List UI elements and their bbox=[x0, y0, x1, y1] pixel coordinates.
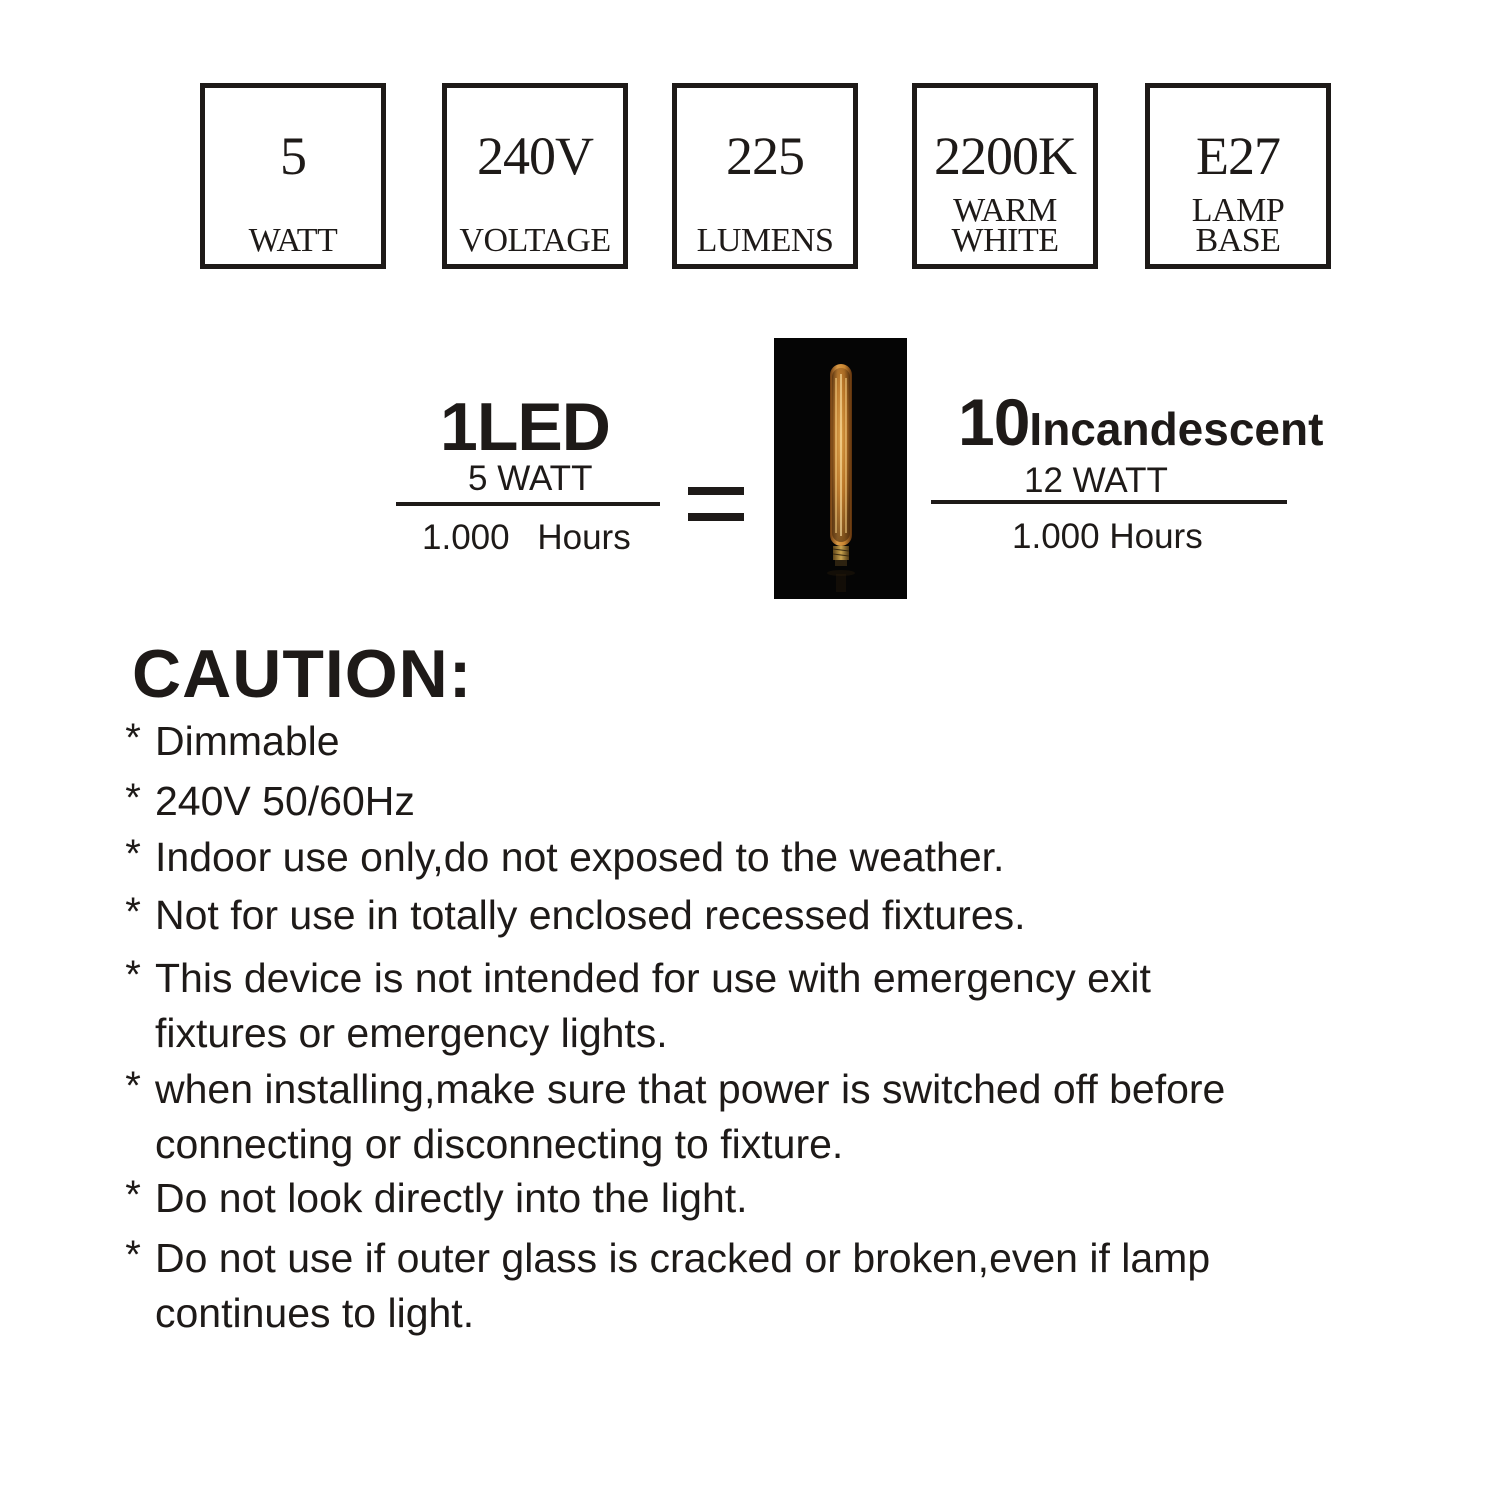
bullet-star: * bbox=[125, 953, 141, 997]
led-count: 1 bbox=[440, 389, 477, 465]
bullet-star: * bbox=[125, 1064, 141, 1108]
led-fraction-line bbox=[396, 502, 660, 506]
equals-bar-top bbox=[688, 487, 744, 495]
spec-value: 225 bbox=[726, 126, 804, 186]
bulb-photo bbox=[774, 338, 907, 599]
spec-label: WARM WHITE bbox=[951, 192, 1059, 259]
caution-title: CAUTION: bbox=[132, 636, 473, 712]
spec-label: LUMENS bbox=[696, 222, 834, 259]
spec-value: 240V bbox=[477, 126, 593, 186]
led-hours bbox=[422, 518, 631, 558]
spec-box-voltage bbox=[442, 83, 628, 269]
incandescent-type: Incandescent bbox=[1029, 403, 1324, 455]
bullet-star: * bbox=[125, 832, 141, 876]
spec-box-watt bbox=[200, 83, 386, 269]
spec-box-lamp-base bbox=[1145, 83, 1331, 269]
incandescent-count: 10 bbox=[958, 385, 1030, 459]
spec-label: LAMP BASE bbox=[1191, 192, 1285, 259]
caution-item-text: when installing,make sure that power is switched off before connecting or disconnecting to fixture. bbox=[155, 1066, 1226, 1167]
caution-item-text: 240V 50/60Hz bbox=[155, 778, 415, 824]
caution-item-text: Indoor use only,do not exposed to the weather. bbox=[155, 834, 1005, 880]
tube-bulb-image bbox=[774, 338, 907, 599]
spec-label: VOLTAGE bbox=[459, 222, 611, 259]
incandescent-fraction-line bbox=[931, 500, 1287, 504]
led-heading bbox=[440, 385, 610, 469]
bullet-star: * bbox=[125, 776, 141, 820]
bullet-star: * bbox=[125, 890, 141, 934]
bullet-star: * bbox=[125, 716, 141, 760]
spec-box-color-temp bbox=[912, 83, 1098, 269]
led-hours-num: 1.000 bbox=[422, 518, 510, 557]
led-watt-num: 5 bbox=[468, 459, 488, 498]
caution-item-text: Do not look directly into the light. bbox=[155, 1175, 748, 1221]
incandescent-watt-unit: WATT bbox=[1072, 461, 1168, 500]
bullet-star: * bbox=[125, 1173, 141, 1217]
led-watt-unit: WATT bbox=[497, 459, 593, 498]
incandescent-hours-num: 1.000 bbox=[1012, 517, 1100, 556]
bullet-star: * bbox=[125, 1233, 141, 1277]
caution-item-text: Not for use in totally enclosed recessed fixtures. bbox=[155, 892, 1026, 938]
incandescent-hours bbox=[1012, 517, 1203, 557]
spec-value: 5 bbox=[280, 126, 306, 186]
incandescent-watt-num: 12 bbox=[1024, 461, 1063, 500]
spec-box-lumens bbox=[672, 83, 858, 269]
incandescent-hours-unit: Hours bbox=[1109, 517, 1203, 556]
equals-bar-bottom bbox=[688, 513, 744, 521]
caution-item-text: This device is not intended for use with emergency exit fixtures or emergency lights. bbox=[155, 955, 1151, 1056]
incandescent-wattage bbox=[1024, 461, 1168, 501]
spec-label: WATT bbox=[248, 222, 338, 259]
spec-value: 2200K bbox=[934, 126, 1076, 186]
led-hours-unit: Hours bbox=[537, 518, 631, 557]
spec-value: E27 bbox=[1196, 126, 1280, 186]
caution-item-text: Dimmable bbox=[155, 718, 340, 764]
led-wattage bbox=[468, 459, 592, 499]
caution-item-text: Do not use if outer glass is cracked or broken,even if lamp continues to light. bbox=[155, 1235, 1211, 1336]
led-type: LED bbox=[476, 389, 610, 465]
